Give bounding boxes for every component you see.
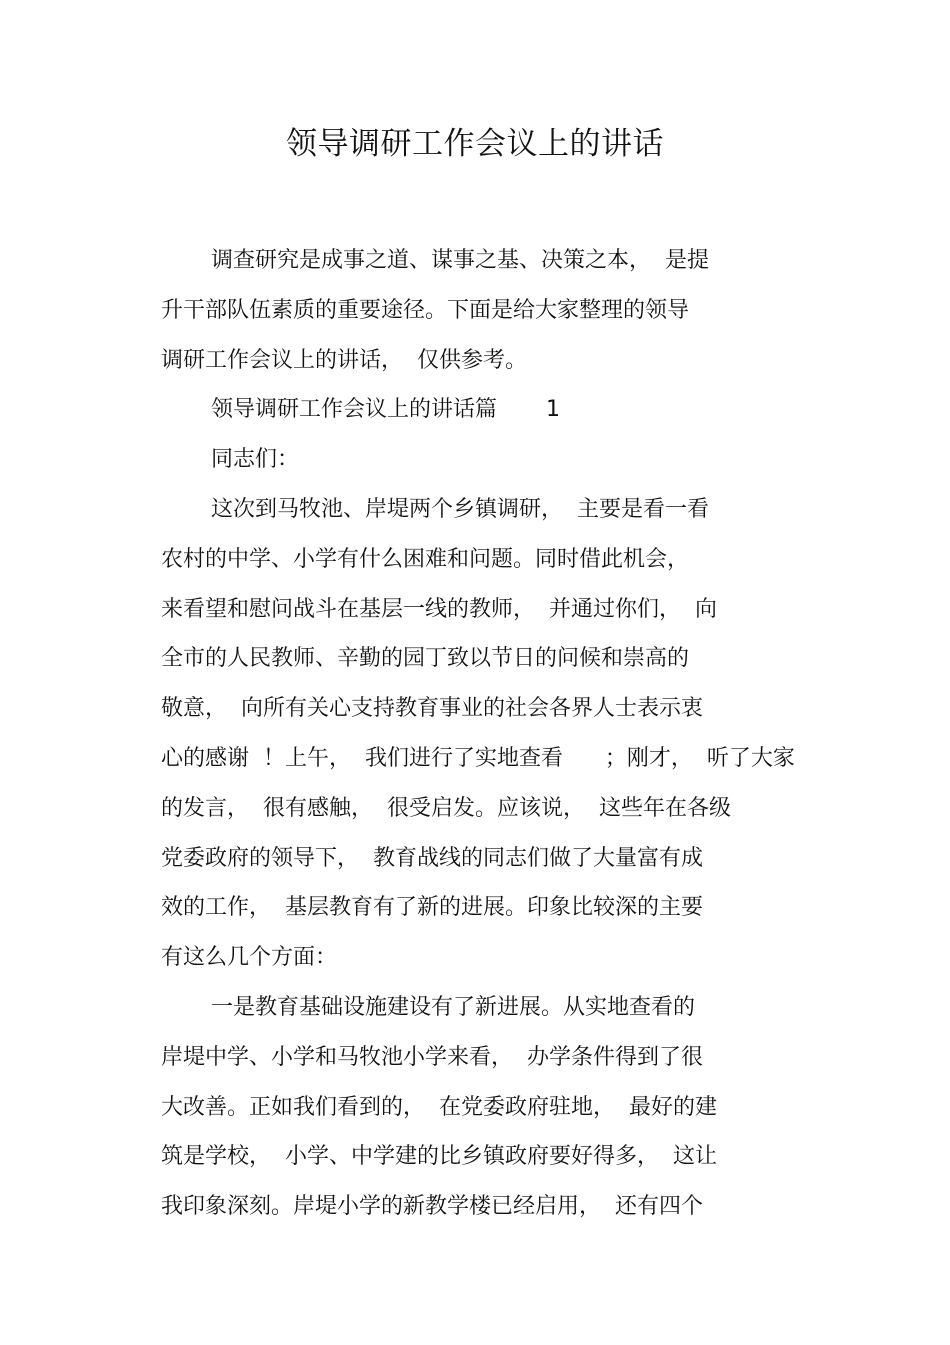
text-line: 的发言， 很有感触， 很受启发。应该说， 这些年在各级 <box>161 795 731 821</box>
text-line: 岸堤中学、小学和马牧池小学来看， 办学条件得到了很 <box>161 1044 703 1070</box>
section-heading: 领导调研工作会议上的讲话篇 1 <box>211 397 560 423</box>
salutation: 同志们： <box>211 447 300 473</box>
document-body <box>161 236 801 1232</box>
text-line: 一是教育基础设施建设有了新进展。从实地查看的 <box>211 994 696 1020</box>
text-line: 心的感谢 ！上午， 我们进行了实地查看 ；刚才， 听了大家 <box>161 745 795 771</box>
text-line: 有这么几个方面： <box>161 945 338 971</box>
text-line: 大改善。正如我们看到的， 在党委政府驻地， 最好的建 <box>161 1094 717 1120</box>
text-line: 敬意， 向所有关心支持教育事业的社会各界人士表示衷 <box>161 696 703 722</box>
text-line: 调研工作会议上的讲话， 仅供参考。 <box>161 347 527 373</box>
text-line: 效的工作， 基层教育有了新的进展。印象比较深的主要 <box>161 895 703 921</box>
text-line: 这次到马牧池、岸堤两个乡镇调研， 主要是看一看 <box>211 496 709 522</box>
text-line: 筑是学校， 小学、中学建的比乡镇政府要好得多， 这让 <box>161 1144 717 1170</box>
text-line: 来看望和慰问战斗在基层一线的教师， 并通过你们， 向 <box>161 596 717 622</box>
text-line: 调查研究是成事之道、谋事之基、决策之本， 是提 <box>211 248 709 273</box>
document-title: 领导调研工作会议上的讲话 <box>286 126 664 162</box>
text-line: 全市的人民教师、辛勤的园丁致以节日的问候和崇高的 <box>161 646 690 672</box>
text-line: 农村的中学、小学有什么困难和问题。同时借此机会， <box>161 546 690 572</box>
text-line: 党委政府的领导下， 教育战线的同志们做了大量富有成 <box>161 845 703 871</box>
text-line: 升干部队伍素质的重要途径。下面是给大家整理的领导 <box>161 297 690 323</box>
text-line: 我印象深刻。岸堤小学的新教学楼已经启用， 还有四个 <box>161 1194 703 1220</box>
